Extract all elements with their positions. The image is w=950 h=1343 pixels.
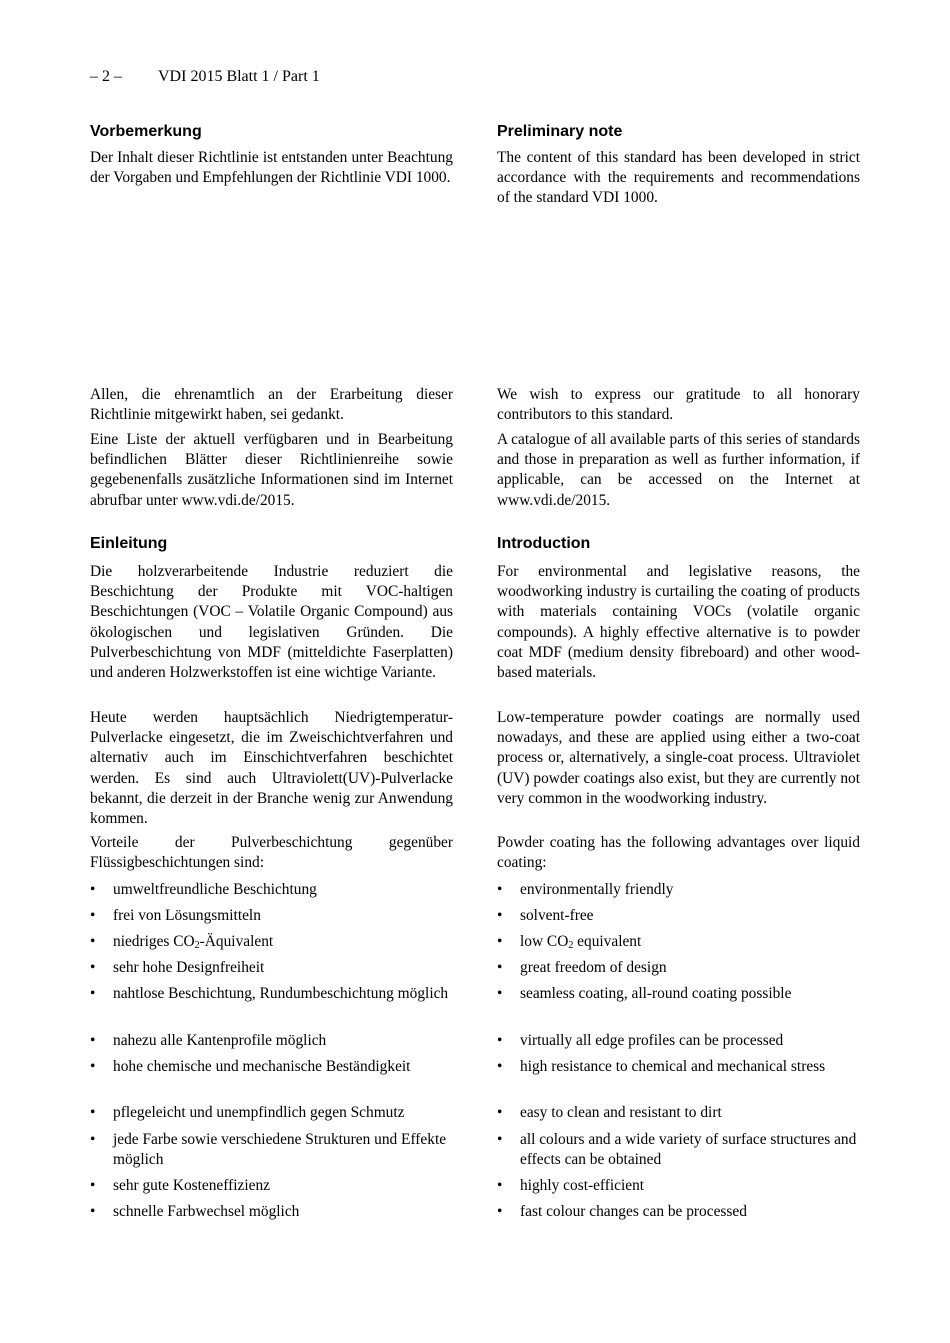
- en-preliminary-text: The content of this standard has been developed in strict accordance with the requirements and recommendations of the standard VDI 1000.: [497, 149, 860, 207]
- de-bullet-item: • pflegeleicht und unempfindlich gegen Schmutz: [90, 1103, 453, 1123]
- de-intro-paragraph-2: Heute werden hauptsächlich Niedrigtemperatur-Pulverlacke eingesetzt, die im Zweischichtverfahren und alternativ auch im Einschichtverfahren beschichtet werden. Es sind auch Ultraviolett(UV)-Pulverlacke bekannt, die derzeit in der Branche wenig zur Anwendung kommen.: [90, 709, 453, 828]
- de-bullet-item: • umweltfreundliche Beschichtung: [90, 880, 453, 900]
- bullet-glyph: •: [497, 1032, 503, 1049]
- en-thanks-text: We wish to express our gratitude to all honorary contributors to this standard.: [497, 386, 860, 424]
- de-preliminary-section: [90, 122, 453, 188]
- bullet-glyph: •: [90, 985, 96, 1002]
- de-bullet-item: • sehr hohe Designfreiheit: [90, 958, 453, 978]
- bullet-glyph: •: [497, 933, 503, 950]
- page-header: [90, 68, 320, 86]
- en-bullet-item: • virtually all edge profiles can be processed: [497, 1031, 860, 1051]
- bullet-glyph: •: [90, 1032, 96, 1049]
- de-preliminary-text: Der Inhalt dieser Richtlinie ist entstanden unter Beachtung der Vorgaben und Empfehlungen der Richtlinie VDI 1000.: [90, 149, 453, 187]
- page-number: – 2 –: [90, 68, 122, 85]
- de-bullet-item: • nahtlose Beschichtung, Rundumbeschichtung möglich: [90, 984, 453, 1004]
- en-bullet-item: • solvent-free: [497, 906, 860, 926]
- en-bullet-item: • high resistance to chemical and mechanical stress: [497, 1057, 860, 1077]
- en-bullet-item: • all colours and a wide variety of surface structures and effects can be obtained: [497, 1131, 857, 1169]
- en-bullet-item: • highly cost-efficient: [497, 1176, 860, 1196]
- en-introduction-heading: Introduction: [497, 535, 591, 552]
- en-bullet-item: • seamless coating, all-round coating possible: [497, 984, 860, 1004]
- en-intro-paragraph-1: For environmental and legislative reasons, the woodworking industry is curtailing the coating of products with materials containing VOCs (volatile organic compounds). A highly effective alternative is to powder coat MDF (medium density fibreboard) and other wood-based materials.: [497, 563, 860, 682]
- de-intro-paragraph-1: Die holzverarbeitende Industrie reduziert die Beschichtung der Produkte mit VOC-haltigen Beschichtungen (VOC – Volatile Organic Compound) aus ökologischen und legislativen Gründen. Die Pulverbeschichtung von MDF (mitteldichte Faserplatten) und anderen Holzwerkstoffen ist eine wichtige Variante.: [90, 563, 453, 682]
- en-bullet-item: • easy to clean and resistant to dirt: [497, 1103, 860, 1123]
- en-catalogue-text: A catalogue of all available parts of this series of standards and those in preparation as well as further information, if applicable, can be accessed on the Internet at www.vdi.de/2015.: [497, 431, 860, 509]
- en-intro-paragraph-2: Low-temperature powder coatings are normally used nowadays, and these are applied using either a two-coat process or, alternatively, a single-coat process. Ultraviolet (UV) powder coatings also exist, but they are currently not very common in the woodworking industry.: [497, 709, 860, 807]
- en-bullet-item: • environmentally friendly: [497, 880, 860, 900]
- de-preliminary-heading: Vorbemerkung: [90, 123, 202, 140]
- bullet-glyph: •: [497, 907, 503, 924]
- en-bullet-item: • low $CO_2$ equivalent: [497, 933, 642, 951]
- bullet-glyph: •: [90, 1058, 96, 1075]
- de-bullet-item: • frei von Lösungsmitteln: [90, 906, 453, 926]
- bullet-glyph: •: [497, 1104, 503, 1121]
- bullet-glyph: •: [90, 907, 96, 924]
- bullet-glyph: •: [497, 1177, 503, 1194]
- de-bullet-item: • jede Farbe sowie verschiedene Strukturen und Effekte möglich: [90, 1131, 447, 1169]
- en-bullet-item: • great freedom of design: [497, 958, 860, 978]
- bullet-glyph: •: [90, 1203, 96, 1220]
- bullet-glyph: •: [90, 933, 96, 950]
- bullet-glyph: •: [497, 1058, 503, 1075]
- de-catalogue-text: Eine Liste der aktuell verfügbaren und in Bearbeitung befindlichen Blätter dieser Richtlinienreihe sowie gegebenenfalls zusätzliche Informationen sind im Internet abrufbar unter www.vdi.de/2015.: [90, 431, 453, 509]
- de-bullet-item: • niedriges $CO_2$-Äquivalent: [90, 933, 274, 951]
- bullet-glyph: •: [497, 881, 503, 898]
- en-preliminary-heading: Preliminary note: [497, 123, 623, 140]
- en-intro-paragraph-3: Powder coating has the following advantages over liquid coating:: [497, 834, 860, 872]
- en-preliminary-section: [497, 122, 860, 209]
- de-introduction-heading: Einleitung: [90, 535, 168, 552]
- bullet-glyph: •: [497, 959, 503, 976]
- bullet-glyph: •: [90, 1177, 96, 1194]
- bullet-glyph: •: [90, 1131, 96, 1148]
- bullet-glyph: •: [497, 1203, 503, 1220]
- de-bullet-item: • sehr gute Kosteneffizienz: [90, 1176, 453, 1196]
- bullet-glyph: •: [90, 1104, 96, 1121]
- de-bullet-item: • hohe chemische und mechanische Beständigkeit: [90, 1057, 453, 1077]
- de-bullet-item: • schnelle Farbwechsel möglich: [90, 1202, 453, 1222]
- bullet-glyph: •: [497, 1131, 503, 1148]
- document-id: VDI 2015 Blatt 1 / Part 1: [158, 68, 320, 85]
- de-intro-paragraph-3: Vorteile der Pulverbeschichtung gegenüber Flüssigbeschichtungen sind:: [90, 834, 453, 872]
- bullet-glyph: •: [497, 985, 503, 1002]
- de-bullet-item: • nahezu alle Kantenprofile möglich: [90, 1031, 453, 1051]
- bullet-glyph: •: [90, 959, 96, 976]
- bullet-glyph: •: [90, 881, 96, 898]
- en-bullet-item: • fast colour changes can be processed: [497, 1202, 860, 1222]
- de-thanks-text: Allen, die ehrenamtlich an der Erarbeitung dieser Richtlinie mitgewirkt haben, sei gedankt.: [90, 386, 453, 424]
